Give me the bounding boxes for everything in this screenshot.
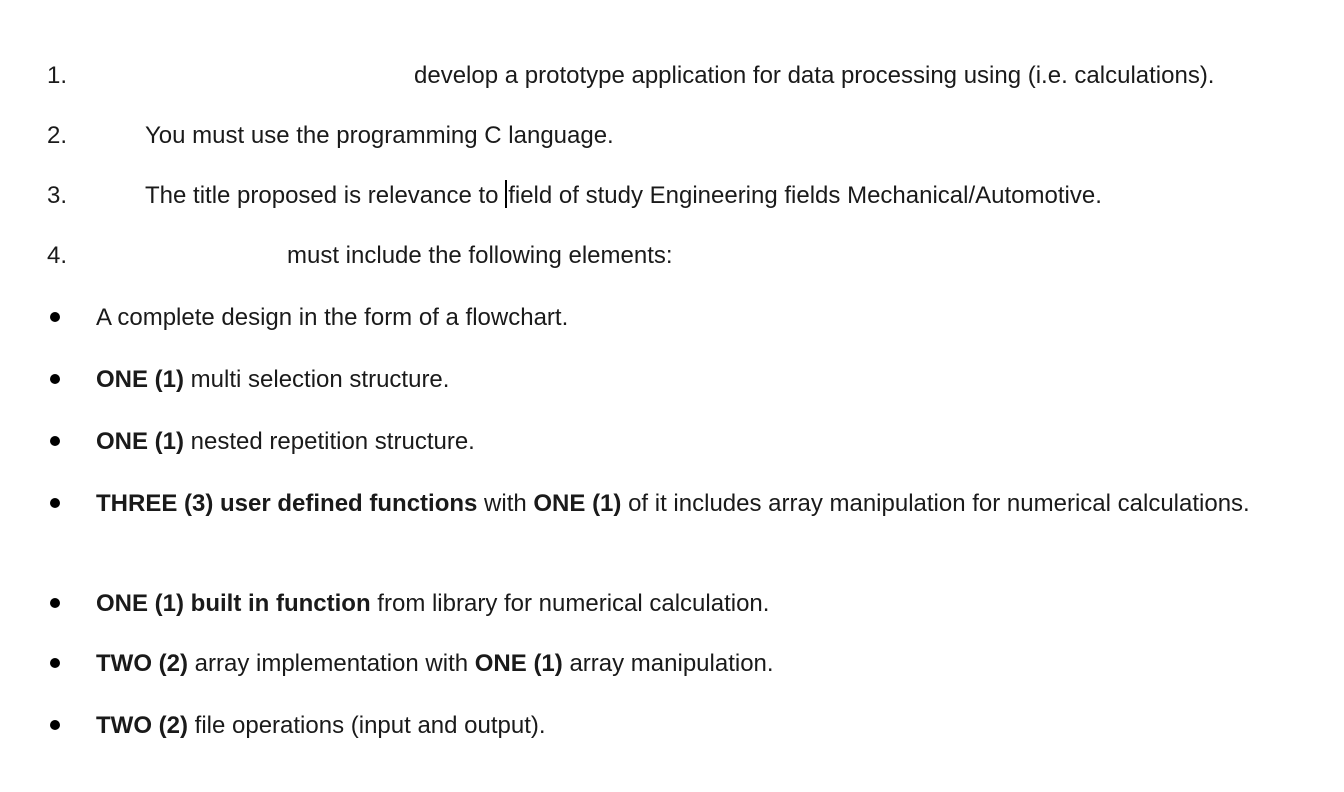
bullet-text: THREE (3) user defined functions with ONE (1) of it includes array manipulation for numerical calculations. <box>96 490 1250 517</box>
bullet-icon <box>50 598 60 608</box>
item-text[interactable] <box>145 178 1102 214</box>
bullet-icon <box>50 658 60 668</box>
item-number: 1. <box>47 62 68 89</box>
item-number: 4. <box>47 242 68 269</box>
bullet-text: ONE (1) multi selection structure. <box>96 366 450 393</box>
item-text-before-caret: The title proposed is relevance to <box>145 182 506 209</box>
item-text: must include the following elements: <box>287 242 673 269</box>
bullet-icon <box>50 374 60 384</box>
bullet-text: ONE (1) built in function from library for numerical calculation. <box>96 590 770 617</box>
bullet-icon <box>50 720 60 730</box>
bullet-icon <box>50 498 60 508</box>
item-text: You must use the programming C language. <box>145 122 614 149</box>
numbered-item-3 <box>0 178 1344 214</box>
numbered-item-1 <box>0 58 1344 94</box>
numbered-item-2 <box>0 118 1344 154</box>
bullet-icon <box>50 312 60 322</box>
numbered-item-4 <box>0 238 1344 274</box>
bullet-text: TWO (2) array implementation with ONE (1) array manipulation. <box>96 650 774 677</box>
bullet-icon <box>50 436 60 446</box>
bullet-text: A complete design in the form of a flowchart. <box>96 304 569 331</box>
bullet-text: TWO (2) file operations (input and output). <box>96 712 546 739</box>
item-number: 2. <box>47 122 68 149</box>
item-text-after-caret: field of study Engineering fields Mechanical/Automotive. <box>508 182 1102 209</box>
item-text: develop a prototype application for data processing using (i.e. calculations). <box>414 62 1215 89</box>
text-cursor <box>505 180 507 208</box>
bullet-text: ONE (1) nested repetition structure. <box>96 428 475 455</box>
item-number: 3. <box>47 182 68 209</box>
